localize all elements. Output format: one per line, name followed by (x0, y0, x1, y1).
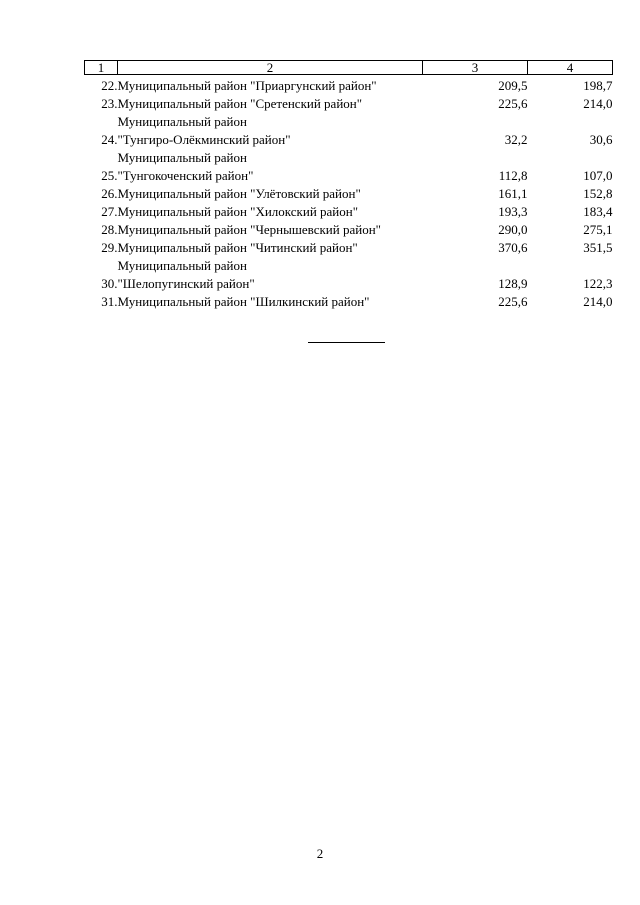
district-name-line: "Тунгокоченский район" (117, 168, 254, 183)
table-row (85, 183, 613, 201)
row-number: 26. (101, 186, 118, 201)
table-row (85, 291, 613, 309)
district-name (118, 75, 423, 94)
table-row (85, 255, 613, 291)
table-row (85, 111, 613, 147)
closing-divider-line (308, 342, 385, 343)
row-number: 27. (101, 204, 118, 219)
value-column-4: 275,1 (583, 222, 613, 237)
value-column-4: 152,8 (583, 186, 613, 201)
district-name (118, 219, 423, 237)
row-number: 25. (101, 168, 118, 183)
row-number: 28. (101, 222, 118, 237)
district-name-line: Муниципальный район (117, 114, 247, 129)
row-number: 22. (101, 78, 118, 93)
district-table (84, 60, 613, 309)
page-number: 2 (316, 846, 324, 861)
row-number: 23. (101, 96, 118, 111)
district-name (118, 93, 423, 111)
district-name-line: Муниципальный район "Читинский район" (117, 240, 358, 255)
value-column-3: 209,5 (498, 78, 528, 93)
table-row (85, 147, 613, 183)
value-column-4: 107,0 (583, 168, 613, 183)
value-column-3: 370,6 (498, 240, 528, 255)
value-column-3: 161,1 (498, 186, 528, 201)
column-header-2: 2 (118, 61, 423, 75)
value-column-4: 30,6 (589, 132, 613, 147)
value-column-4: 214,0 (583, 96, 613, 111)
column-header-3: 3 (423, 61, 528, 75)
value-column-4: 122,3 (583, 276, 613, 291)
district-name (118, 201, 423, 219)
district-name-line: "Шелопугинский район" (117, 276, 255, 291)
column-header-4: 4 (528, 61, 613, 75)
district-name (118, 255, 423, 291)
row-number: 30. (101, 276, 118, 291)
value-column-4: 351,5 (583, 240, 613, 255)
row-number: 24. (101, 132, 118, 147)
district-name-line: "Тунгиро-Олёкминский район" (117, 132, 291, 147)
value-column-3: 225,6 (498, 294, 528, 309)
value-column-4: 183,4 (583, 204, 613, 219)
row-number: 31. (101, 294, 118, 309)
district-name-line: Муниципальный район "Улётовский район" (117, 186, 361, 201)
value-column-4: 198,7 (583, 78, 613, 93)
district-name-line: Муниципальный район (117, 150, 247, 165)
value-column-4: 214,0 (583, 294, 613, 309)
table-row (85, 93, 613, 111)
table-header-row (85, 61, 613, 75)
value-column-3: 32,2 (504, 132, 528, 147)
value-column-3: 128,9 (498, 276, 528, 291)
table-row (85, 201, 613, 219)
district-name-line: Муниципальный район (117, 258, 247, 273)
column-header-1: 1 (85, 61, 118, 75)
table-row (85, 237, 613, 255)
row-number: 29. (101, 240, 118, 255)
district-name (118, 291, 423, 309)
district-name-line: Муниципальный район "Чернышевский район" (117, 222, 381, 237)
district-name-line: Муниципальный район "Сретенский район" (117, 96, 363, 111)
district-name-line: Муниципальный район "Шилкинский район" (117, 294, 370, 309)
value-column-3: 193,3 (498, 204, 528, 219)
district-name (118, 111, 423, 147)
table-row (85, 219, 613, 237)
table-row (85, 75, 613, 94)
district-name (118, 183, 423, 201)
district-name-line: Муниципальный район "Приаргунский район" (117, 78, 377, 93)
value-column-3: 112,8 (498, 168, 528, 183)
value-column-3: 290,0 (498, 222, 528, 237)
district-name-line: Муниципальный район "Хилокский район" (117, 204, 359, 219)
district-name (118, 237, 423, 255)
value-column-3: 225,6 (498, 96, 528, 111)
table-body (85, 75, 613, 310)
district-name (118, 147, 423, 183)
